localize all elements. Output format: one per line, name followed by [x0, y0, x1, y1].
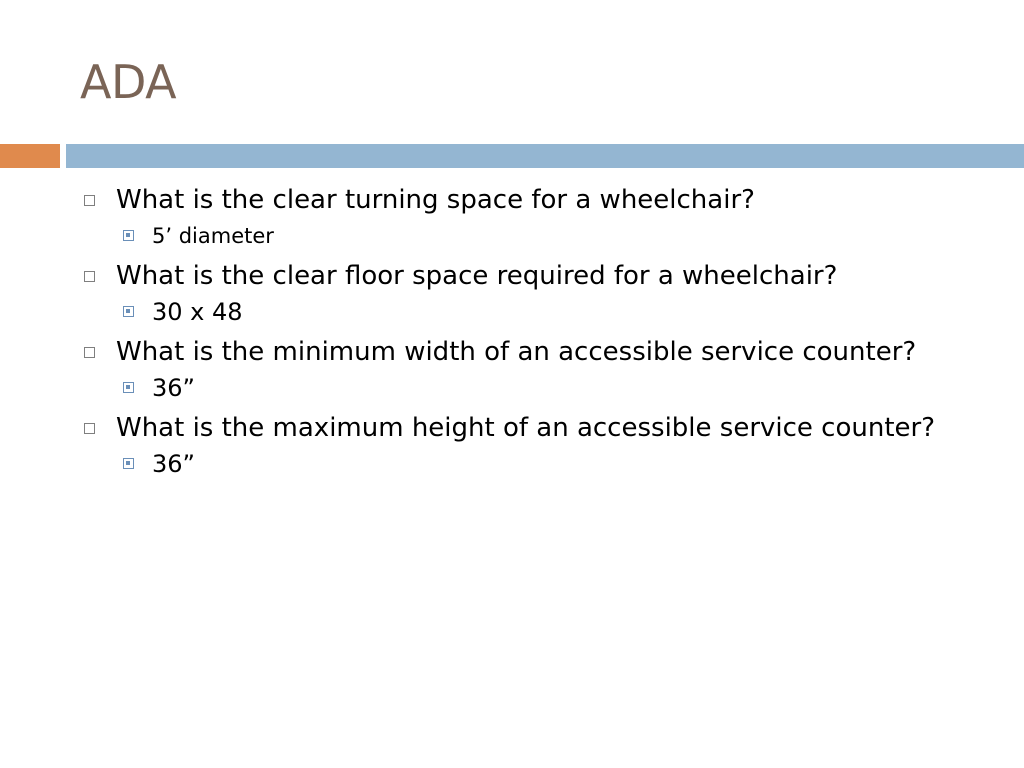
- accent-bar-blue: [66, 144, 1024, 168]
- question-item: [80, 410, 980, 447]
- answer-list: [80, 371, 980, 405]
- answer-item: [116, 295, 980, 329]
- question-text: What is the clear turning space for a wheelchair?: [116, 185, 755, 215]
- answer-text: 36”: [152, 374, 195, 402]
- answer-item: [116, 447, 980, 481]
- answer-item: [116, 371, 980, 405]
- square-bullet-icon: [123, 230, 134, 241]
- answer-list: [80, 219, 980, 253]
- answer-text: 5’ diameter: [152, 224, 274, 248]
- answer-text: 36”: [152, 450, 195, 478]
- slide-title: ADA: [80, 55, 177, 109]
- square-bullet-icon: [123, 458, 134, 469]
- hollow-square-bullet-icon: [84, 347, 95, 358]
- question-text: What is the clear floor space required for a wheelchair?: [116, 261, 838, 291]
- answer-text: 30 x 48: [152, 298, 243, 326]
- question-text: What is the maximum height of an accessible service counter?: [116, 413, 936, 443]
- accent-bar-orange: [0, 144, 60, 168]
- answer-item: [116, 219, 980, 253]
- question-item: [80, 182, 980, 219]
- square-bullet-icon: [123, 306, 134, 317]
- answer-list: [80, 295, 980, 329]
- answer-list: [80, 447, 980, 481]
- list-item: [80, 182, 980, 253]
- question-item: [80, 334, 980, 371]
- list-item: [80, 410, 980, 481]
- question-text: What is the minimum width of an accessible service counter?: [116, 337, 917, 367]
- list-item: [80, 258, 980, 329]
- list-item: [80, 334, 980, 405]
- bullet-list: [80, 182, 980, 486]
- hollow-square-bullet-icon: [84, 423, 95, 434]
- square-bullet-icon: [123, 382, 134, 393]
- question-item: [80, 258, 980, 295]
- hollow-square-bullet-icon: [84, 195, 95, 206]
- hollow-square-bullet-icon: [84, 271, 95, 282]
